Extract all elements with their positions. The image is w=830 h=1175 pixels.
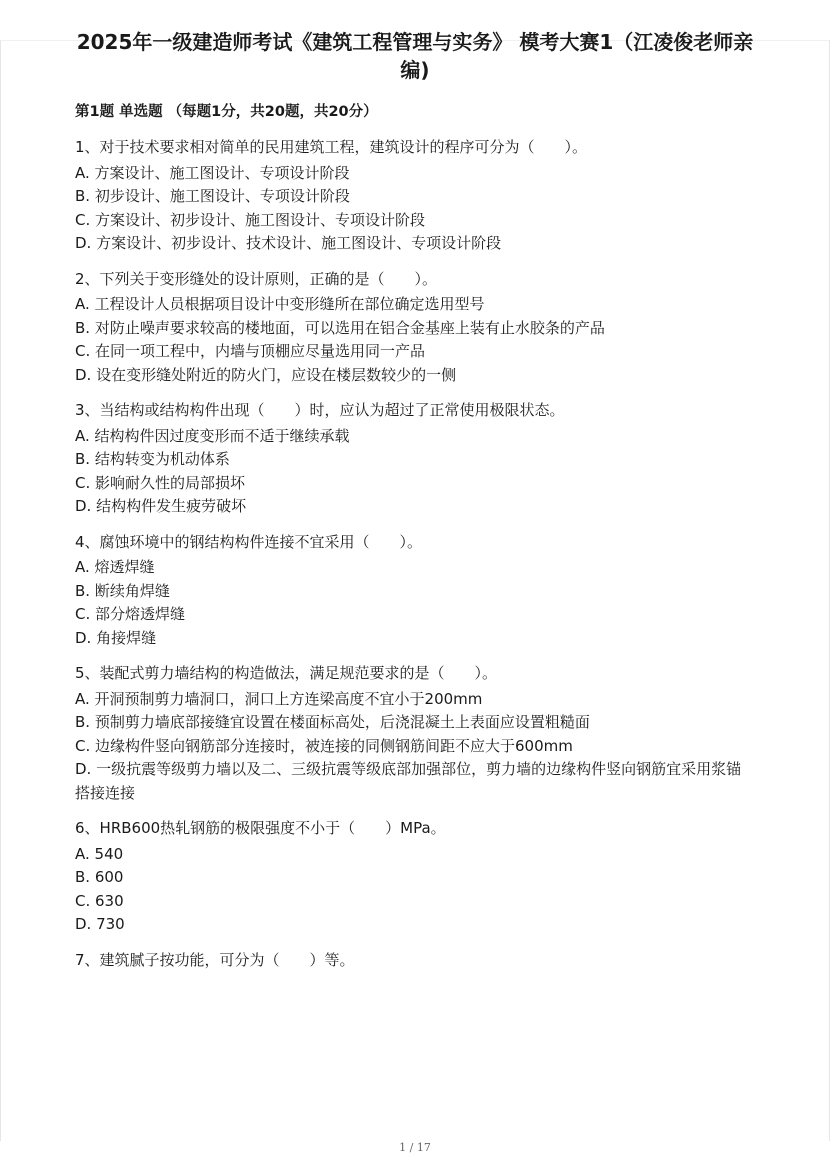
option-c: C. 边缘构件竖向钢筋部分连接时，被连接的同侧钢筋间距不应大于600mm <box>75 736 573 755</box>
question-5 <box>75 662 755 805</box>
option-a: A. 熔透焊缝 <box>75 558 155 576</box>
option-c: C. 630 <box>75 891 124 910</box>
option-a: A. 工程设计人员根据项目设计中变形缝所在部位确定选用型号 <box>75 295 485 313</box>
document-title: 2025年一级建造师考试《建筑工程管理与实务》 模考大赛1（江凌俊老师亲编) <box>76 30 754 82</box>
question-stem: 5、装配式剪力墙结构的构造做法，满足规范要求的是（ ）。 <box>75 664 498 682</box>
option-b: B. 断续角焊缝 <box>75 581 170 600</box>
option-a: A. 540 <box>75 844 124 863</box>
question-2 <box>75 268 755 388</box>
page-number: 1 / 17 <box>399 1141 431 1154</box>
question-6 <box>75 817 755 937</box>
option-a: A. 结构构件因过度变形而不适于继续承载 <box>75 426 350 445</box>
option-b: B. 预制剪力墙底部接缝宜设置在楼面标高处，后浇混凝土上表面应设置粗糙面 <box>75 713 590 731</box>
question-1 <box>75 136 755 256</box>
option-c: C. 方案设计、初步设计、施工图设计、专项设计阶段 <box>75 210 426 229</box>
option-d: D. 设在变形缝处附近的防火门，应设在楼层数较少的一侧 <box>75 365 457 384</box>
question-4 <box>75 531 755 651</box>
option-d: D. 方案设计、初步设计、技术设计、施工图设计、专项设计阶段 <box>75 234 502 252</box>
question-stem: 6、HRB600热轧钢筋的极限强度不小于（ ）MPa。 <box>75 819 446 837</box>
section-heading: 第1题 单选题 （每题1分，共20题，共20分） <box>75 104 378 120</box>
question-stem: 2、下列关于变形缝处的设计原则，正确的是（ ）。 <box>75 269 438 288</box>
option-d: D. 730 <box>75 915 125 933</box>
document-content <box>75 28 755 984</box>
option-b: B. 600 <box>75 868 124 886</box>
question-stem: 4、腐蚀环境中的钢结构构件连接不宜采用（ ）。 <box>75 532 423 551</box>
question-3 <box>75 399 755 519</box>
option-d: D. 角接焊缝 <box>75 628 157 647</box>
option-b: B. 初步设计、施工图设计、专项设计阶段 <box>75 187 350 205</box>
question-stem: 7、建筑腻子按功能，可分为（ ）等。 <box>75 950 355 969</box>
option-c: C. 在同一项工程中，内墙与顶棚应尽量选用同一产品 <box>75 342 426 360</box>
option-d: D. 结构构件发生疲劳破坏 <box>75 497 247 515</box>
question-7 <box>75 949 755 973</box>
option-b: B. 结构转变为机动体系 <box>75 450 230 468</box>
option-c: C. 部分熔透焊缝 <box>75 605 186 623</box>
option-a: A. 方案设计、施工图设计、专项设计阶段 <box>75 163 350 182</box>
question-stem: 1、对于技术要求相对简单的民用建筑工程，建筑设计的程序可分为（ ）。 <box>75 138 588 156</box>
option-b: B. 对防止噪声要求较高的楼地面，可以选用在铝合金基座上装有止水胶条的产品 <box>75 318 605 337</box>
option-a: A. 开洞预制剪力墙洞口，洞口上方连梁高度不宜小于200mm <box>75 689 483 708</box>
option-c: C. 影响耐久性的局部损坏 <box>75 473 246 492</box>
option-d: D. 一级抗震等级剪力墙以及二、三级抗震等级底部加强部位，剪力墙的边缘构件竖向钢筋宜采用浆锚搭接连接 <box>75 760 742 802</box>
question-stem: 3、当结构或结构构件出现（ ）时，应认为超过了正常使用极限状态。 <box>75 401 565 419</box>
